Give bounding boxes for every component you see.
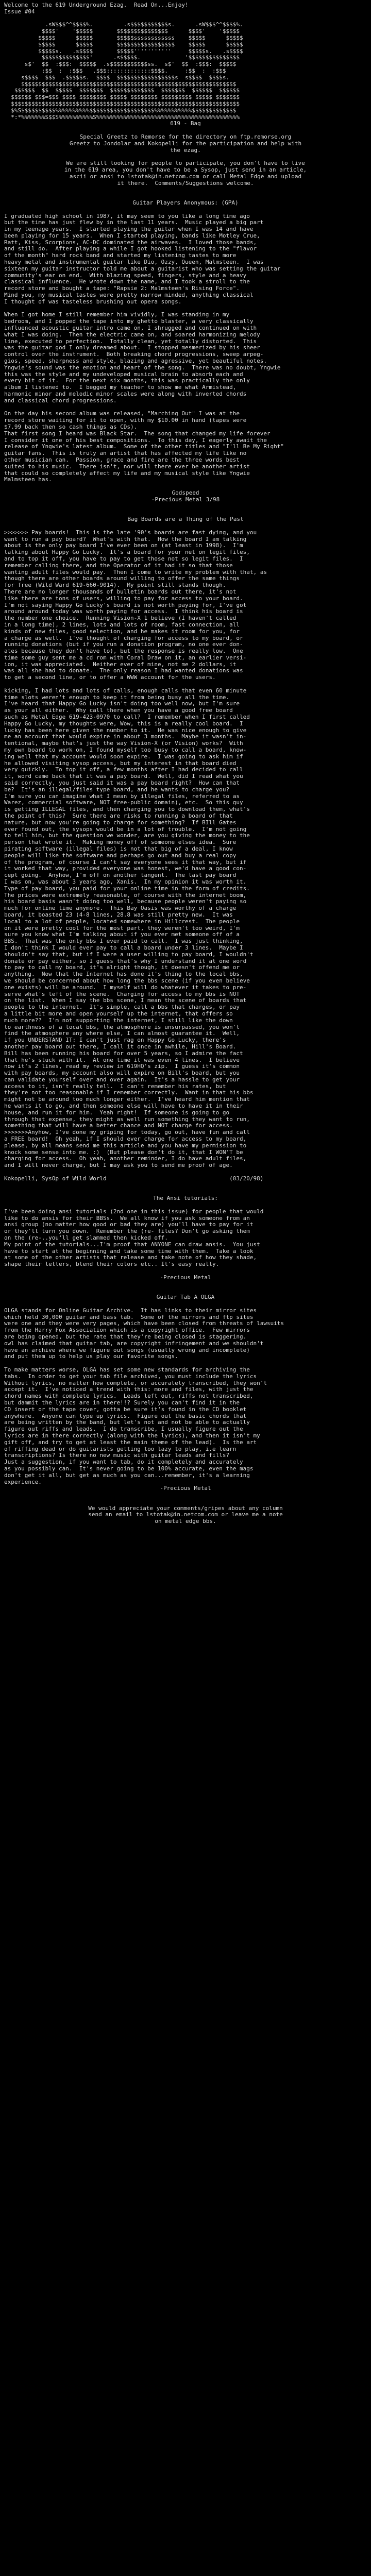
article-line: Without lyrics, no matter how complete, or accurately transcribed, they won't bbox=[4, 1380, 267, 1386]
article-line: time slots weren't enough to keep it from being busy all the time. bbox=[4, 694, 230, 701]
article-line: I consider it one of his best compositions. To this day, I eagerly await the bbox=[4, 437, 267, 444]
article-line: be? It's an illegal/files type board, and he wants to charge you? bbox=[4, 786, 230, 793]
signoff-line: Godspeed bbox=[172, 489, 199, 496]
ansi-tutorials-signoff: -Precious Metal bbox=[160, 1274, 211, 1281]
article-line: and I will never charge, but I may ask you to send me proof of age. bbox=[4, 1162, 233, 1169]
article-line: that he's stuck with it. At one time it was even 4 lines. I believe bbox=[4, 1057, 240, 1063]
article-line: they're not too reasonable if I remember correctly. Want in that his bbs bbox=[4, 1090, 254, 1096]
article-line: might not be around too much longer either. I've heard him mention that bbox=[4, 1096, 250, 1103]
article-line: running donations (but if you run a donation program, no one ever don- bbox=[4, 641, 243, 648]
greetz-line: the ezag. bbox=[170, 147, 201, 154]
article-line: talking about Happy Go Lucky. It's a board for your net on legit files, bbox=[4, 549, 250, 556]
article-line: in a long time), 2 lines, lots and lots of room, fast connection, all bbox=[4, 621, 240, 628]
logo-line: $$$$' '$$$$$ $$$$$$$$$$$$$$$ $$$$' '$$$$$ bbox=[4, 28, 240, 35]
article-line: like there are tons of users, willing to pay for access to your board. bbox=[4, 595, 243, 602]
article-line: as you possibly can. It's never going to be 100% accurate, even the mags bbox=[4, 1465, 254, 1472]
article-line: he allowed visiting sysop access, but my interest in that board died bbox=[4, 760, 237, 767]
submission-notice bbox=[4, 160, 367, 187]
article-line: are being written by the band, but let's not and not be able to actually bbox=[4, 1419, 250, 1426]
article-line: lucky has been here given the number to it. He was nice enough to give bbox=[4, 727, 247, 734]
article-line: of the program, of course I can't say everyone sees it that way, but if bbox=[4, 859, 247, 866]
article-line: lyrics are in there correctly (along with the lyrics), and then it isn't my bbox=[4, 1432, 260, 1439]
article-line: on the list. When I say the bbs scene, I mean the scene of boards that bbox=[4, 997, 247, 1004]
article-line: and classical chord progressions. bbox=[4, 397, 117, 404]
article-line: much more?? I'm not supporting the internet, I still like the down bbox=[4, 1017, 233, 1024]
article-line: as your all either. Why call there when you have a good free board bbox=[4, 707, 233, 714]
article-line: shape their letters, blend their colors etc.. It's easy really. bbox=[4, 1261, 220, 1268]
article-line: to pay to call my board, it's alright though, it doesn't offend me or bbox=[4, 964, 240, 971]
article-line: kinds of new files, good selection, and he makes it room for you, for bbox=[4, 628, 240, 635]
article-line: a little bit more and open yourself up the internet, that offers so bbox=[4, 1010, 233, 1017]
article-line: local to a lot of people, located somewhere in Hillcrest. The people bbox=[4, 918, 240, 925]
article-line: Ratt, Kiss, Scorpions, AC-DC dominated the airwaves. I loved those bands, bbox=[4, 239, 257, 246]
article-line: every bit of it. For the next six months, this was practically the only bbox=[4, 378, 250, 384]
article-line: anything. Now that the Internet has done it's thing to the local bbs, bbox=[4, 971, 243, 978]
article-line: or they'll turn you down. Remember the (re- files? Don't go asking them bbox=[4, 1228, 250, 1235]
article-line: donate or pay either, so I guess that's why I understand it at one word bbox=[4, 958, 247, 964]
article-line: gift off, and try to get at least the main theme of the lead). Is the art bbox=[4, 1439, 257, 1446]
article-line: have an archive where we figure out songs (usually wrong and incomplete) bbox=[4, 1347, 250, 1353]
submission-line: ascii or ansi to lstotak@in.netcom.com or call Metal Edge and upload bbox=[69, 173, 302, 180]
footer-line: on metal edge bbs. bbox=[155, 1518, 216, 1525]
article-line: people to the internet. It's simple, call a bbs that charges, or pay bbox=[4, 1004, 240, 1011]
submission-line: it there. Comments/Suggestions welcome. bbox=[117, 180, 254, 187]
article-line: CD insert or the tape cover, gotta be sure it's found in the CD booklet bbox=[4, 1406, 247, 1413]
article-line: control over the instrument. Both breaking chord progressions, sweep arpeg- bbox=[4, 351, 264, 358]
article-line: house, and run it for him. Yeah right! If someone is going to go bbox=[4, 1109, 230, 1116]
article-line: ion, it was appreciated. Neither ever of mine, not me 2 dollars, it bbox=[4, 661, 237, 668]
article-line: community's ear on end. With blazing speed, fingers, style and a heavy bbox=[4, 272, 247, 279]
article-line: have to start at the beginning and take some time with them. Take a look bbox=[4, 1248, 254, 1255]
special-greetz bbox=[4, 134, 367, 154]
article-line: it worked that way, provided everyone was honest, we'd have a good con- bbox=[4, 866, 247, 872]
logo-line: $$$$$$$$$$$$$$' .s$$$$$. '$$$$$$$$$$$$$$$ bbox=[4, 55, 240, 61]
article-line: I've been doing ansi tutorials (2nd one in this issue) for people that would bbox=[4, 1208, 264, 1215]
article-line: my own board to work on, I found myself too busy to call a board, know- bbox=[4, 747, 247, 754]
article-line: tabs. In order to get your tab file archived, you must include the lyrics bbox=[4, 1373, 257, 1380]
article-line: On the day his second album was released, "Marching Out" I was at the bbox=[4, 411, 240, 417]
signoff-line: -Precious Metal 3/98 bbox=[151, 496, 220, 503]
article-line: Malmsteen has. bbox=[4, 477, 52, 483]
article-line: experience. bbox=[4, 1479, 42, 1485]
article-line: of the month" hard rock band and started my listening tastes to more bbox=[4, 252, 237, 259]
article-line: his board basis wasn't doing too well, because people weren't paying so bbox=[4, 899, 247, 905]
article-line: wanting adult files would pay. Then I come to write my problem with that, as bbox=[4, 569, 267, 575]
article-line: on it were pretty cool for the most part, they weren't too weird, I'm bbox=[4, 925, 240, 931]
article-line: cept going. Anyhow, I'm off on another tangent. The last pay board bbox=[4, 872, 237, 879]
guitar-players-article bbox=[4, 213, 367, 484]
article-line: I don't think I would ever pay to call a board under 3 lines. Maybe I bbox=[4, 944, 243, 951]
article-line: BBS. That was the only bbs I ever paid to call. I was just thinking, bbox=[4, 938, 243, 945]
welcome-line: Welcome to the 619 Underground Ezag. Read On...Enjoy! bbox=[4, 2, 189, 8]
article-line: serve what's left of the scene. Charging for access to my bbs is NOT bbox=[4, 991, 240, 997]
article-line: There are no longer thousands of bulletin boards out there, it's not bbox=[4, 588, 237, 595]
guitar-tab-article bbox=[4, 1308, 367, 1486]
article-line: knock some sense into me. :) (But please don't do it, that I WON'T be bbox=[4, 1149, 243, 1156]
article-line: if you UNDERSTAND IT: I can't just rag on Happy Go Lucky, there's bbox=[4, 1037, 226, 1044]
article-line: that could so completely affect my life and my musical style like Yngwie bbox=[4, 470, 250, 477]
article-line: record store waiting for it to open, with my $10.00 in hand (tapes were bbox=[4, 417, 247, 424]
article-line: When I got home I still remember him vividly, I was standing in my bbox=[4, 312, 230, 318]
logo-line: s$' $$ :$$$: $$$$$ .s$$$$$$$$$$$ss. s$' $$ :$$$: $$$$$ bbox=[4, 61, 237, 68]
article-line: That first song I heard was Black Star. The song that changed my life forever bbox=[4, 430, 271, 437]
ansi-tutorials-heading: The Ansi tutorials: bbox=[153, 1195, 218, 1202]
guitar-tab-signoff: -Precious Metal bbox=[160, 1485, 211, 1492]
ansi-tutorials-article bbox=[4, 1209, 367, 1268]
article-line: want to run a pay board? What's with that. How the board I am talking bbox=[4, 536, 247, 543]
submission-line: in the 619 area, you don't have to be a Sysop, just send in an article, bbox=[64, 166, 307, 173]
article-line: something that will have a better chance and NOT charge for access. bbox=[4, 1123, 233, 1129]
article-line: harmonic minor and melodic minor scales were along with inverted chords bbox=[4, 391, 247, 398]
logo-line: $$$$$s. .s$$$$ $$$$$''''''''''' $$$$$s. .s$$$$ bbox=[4, 48, 243, 55]
article-line: ever found out, the sysops would be in a lot of trouble. I'm not going bbox=[4, 826, 247, 833]
article-line: chord names with complete lyrics. Leads left out, riffs not transcribed, bbox=[4, 1393, 254, 1400]
bag-boards-signoff: Kokopelli, SysOp of Wild World (03/20/98) bbox=[4, 1175, 264, 1182]
article-line: and to top it off, you have to pay to get those not so legit files. I bbox=[4, 555, 243, 562]
article-line: transcriptions? Is there no new music with guitar leads and fills? bbox=[4, 1452, 230, 1459]
article-line: $7.99 back then so cash things as CDs). bbox=[4, 424, 138, 430]
article-line: was all she had to donate. The only reason I had wanted donations was bbox=[4, 668, 243, 674]
logo-line: $%S$$$$$$$$$$%%%%%%%%%%$$$$$$$$$$$$$$$$$$$%%%%%%%%%%%$$$$$$$$$$$$$ bbox=[4, 107, 237, 114]
article-line: Happy Go Lucky, my thoughts were, Wow, this is a really cool board. I bbox=[4, 720, 243, 727]
article-line: The prices were extremely reasonable, of course with the internet boom, bbox=[4, 892, 247, 899]
article-line: anywhere. Anyone can type up lyrics. Figure out the basic chords that bbox=[4, 1413, 247, 1419]
article-line: are being opened, but the rate that they're being closed is staggering. bbox=[4, 1333, 247, 1340]
article-line: To make matters worse, OLGA has set some new standards for archiving the bbox=[4, 1366, 250, 1373]
article-line: gios, speed, sharpness and style, blazing and agressive, yet beautiful notes. bbox=[4, 358, 267, 365]
article-line: to earthness of a local bbs, the atmosphere is unsurpassed, you won't bbox=[4, 1024, 240, 1030]
article-line: >>>>>>>Anyhow, I've done my griping for today, go out, have fun and call bbox=[4, 1129, 250, 1136]
article-line: influenced acoustic guitar intro came on, I shrugged and continued on with bbox=[4, 325, 257, 332]
article-line: access to it, isn't really tell. I can't remember his rates, but bbox=[4, 1083, 226, 1090]
article-line: it, word came back that it was a pay board. Well, did I read what you bbox=[4, 773, 243, 780]
submission-line: We are still looking for people to participate, you don't have to live bbox=[66, 160, 305, 167]
article-line: through that expense, they might as well run something they want to run, bbox=[4, 1116, 250, 1123]
article-line: ansi group (no matter how good or bad they are) you'll have to pay for it bbox=[4, 1222, 254, 1228]
article-line: the point of this? Sure there are risks to running a board of that bbox=[4, 813, 233, 820]
article-line: me an account that would expire in about 3 months. Maybe it wasn't in- bbox=[4, 734, 247, 740]
article-line: album I listened to. I begged my teacher to show me what Armistead, bbox=[4, 384, 237, 391]
article-line: to tell him, but the question we wonder, are you giving the money to the bbox=[4, 833, 250, 839]
article-line: he wants it to go, and then someone else will have to have it in their bbox=[4, 1103, 243, 1110]
article-line: bedroom, and I popped the tape into my ghetto blaster, a very classically bbox=[4, 318, 254, 325]
article-line: charging for access. Oh yeah, another reminder, I do have adult files, bbox=[4, 1156, 247, 1162]
article-line: time some guy sent me a cd rom with Coral Draw on it, an earlier versi- bbox=[4, 654, 247, 661]
article-line: suited to his music. There isn't, nor will there ever be another artist bbox=[4, 463, 250, 470]
logo-line: $$$$$$ $$$=$$$ $$$$ $$$$$$$$ $$$$$ $$$$$$$$ $$$$$$$$$ $$$$$ $$$$$$$ bbox=[4, 94, 240, 101]
article-line: kicking, I had lots and lots of calls, enough calls that even 60 minute bbox=[4, 687, 247, 694]
article-line: remember calling there, and the Operator of it had it so that those bbox=[4, 562, 233, 569]
article-line: though there are other boards around willing to offer the same things bbox=[4, 575, 240, 582]
logo-line: $$$$$ $$$$$ $$$$$ssssssssssss $$$$$ $$$$$ bbox=[4, 35, 243, 41]
ascii-logo bbox=[4, 22, 367, 121]
article-line: were one and they were very pages, which have been closed from threats of lawsuits bbox=[4, 1320, 284, 1327]
article-line: record store and bought a tape: "Rapsie 2: Malmsteen's Rising Force". bbox=[4, 285, 240, 292]
article-line: what I was doing. Then the electric came on, and soared harmonizing melody bbox=[4, 331, 260, 338]
article-line: Yngwie's sound was the emotion and heart of the song. There was no doubt, Yngwie bbox=[4, 364, 281, 371]
article-line: I'm not saying Happy Go Lucky's board is not worth paying for, I've got bbox=[4, 602, 247, 608]
article-line: from the Harry Fox Association which is a copyright office. Few mirrors bbox=[4, 1327, 250, 1334]
article-line: sixteen my guitar instructor told me about a guitarist who was setting the guitar bbox=[4, 265, 281, 272]
article-line: classical influence. He wrote down the name, and I took a stroll to the bbox=[4, 279, 250, 285]
article-line: owl has claimed that guitar tab, are copyright infringement and we shouldn't bbox=[4, 1340, 264, 1347]
article-line: Just a suggestion, if you want to tab, do it completely and accurately bbox=[4, 1459, 243, 1466]
article-line: tentional, maybe that's just the way Vision-X (or Vision) works? With bbox=[4, 740, 243, 747]
footer-line: send an email to lstotak@in.netcom.com or leave me a note bbox=[88, 1512, 283, 1518]
article-line: such as Metal Edge 619-423-0970 to call? I remember when I first called bbox=[4, 714, 250, 721]
article-line: ates because they don't have to), but the response is really low. One bbox=[4, 648, 243, 655]
article-line: heavy metal and instrumental guitar like Dio, Ozzy, Queen, Malmsteen. I was bbox=[4, 259, 264, 266]
article-line: line, executed to perfection. Totally clean, yet totally distorted. This bbox=[4, 338, 257, 345]
article-line: with pay boards, my account also will expire on Bill's board, but you bbox=[4, 1070, 240, 1077]
article-line: I'm sure you can imagine what I mean by illegal files, referred to as bbox=[4, 793, 240, 800]
article-line: was the guitar god I only dreamed about. I stopped mesmerized by his sheer bbox=[4, 345, 260, 351]
bag-boards-article bbox=[4, 530, 367, 1169]
article-line: shouldn't say that, but if I were a user willing to pay board, I wouldn't bbox=[4, 951, 254, 958]
article-line: find the atmosphere any where else, I can almost guarantee it. Well, bbox=[4, 1030, 240, 1037]
article-line: people will like the software and perhaps go out and buy a real copy bbox=[4, 852, 237, 859]
logo-line: *:*%%%%%%%S$$S%%%%%%%%%%S%%%%%%%%%%%%%%%%%%%%%%%%%%%%%%%%%%%%%%%%%% bbox=[4, 114, 240, 121]
article-line: and still do. After playing a while I got hooked listening to the "flavor bbox=[4, 246, 257, 252]
logo-line: $$$$$$$$$$$$$$$$$$$$$$$$$$$$$$$$$$$$$$$$$$$$$$$$$$$$$$$$$$$$$$$$$$$ bbox=[4, 100, 240, 107]
logo-line: $$$$$$$$$$$$$$$$$$$$$$$$$$$$$$$$$$$$$$$$$$$$$$$$$$$$$$$$$$$$$$$ bbox=[4, 81, 237, 88]
article-line: person that wrote it. Making money off of someone elses idea. Sure bbox=[4, 839, 237, 846]
logo-line: s$$$$ $$$ .$$$$$s. $$$$ $$$$$$$$$$$$$$$$$s s$$$$ $$$$s. bbox=[4, 74, 230, 81]
article-line: figure out riffs and leads. I do transcribe, I usually figure out the bbox=[4, 1426, 243, 1433]
ezag-header bbox=[4, 2, 367, 15]
article-line: Bill has been running his board for over 5 years, so I admire the fact bbox=[4, 1050, 243, 1057]
article-line: guitar fans. This is truly an artist that has affected my life like no bbox=[4, 450, 247, 457]
article-line: said correctly, you just said it was a pay board right? How can that bbox=[4, 780, 240, 787]
bag-boards-heading: Bag Boards are a Thing of the Past bbox=[127, 516, 244, 523]
logo-line: .sW$$$^^$$$$%. .s$$$$$$$$$$$s. .sW$$$^^$$$$%. bbox=[4, 22, 243, 28]
article-line: is getting ILLEGAL files, and then charging you to download them, what's bbox=[4, 806, 250, 813]
guitar-players-heading: Guitar Players Anonymous: (GPA) bbox=[132, 199, 239, 206]
greetz-line: Special Greetz to Remorse for the directory on ftp.remorse.org bbox=[79, 133, 292, 140]
article-line: >>>>>>> Pay boards! This is the late '90's boards are fast dying, and you bbox=[4, 529, 257, 536]
article-line: please, by all means send me this article and you have my permission to bbox=[4, 1142, 247, 1149]
article-line: to get a second line, or to offer a WWW account for the users. bbox=[4, 674, 216, 681]
article-line: in my teenage years. I started playing the guitar when I was 14 and have bbox=[4, 226, 254, 233]
greetz-line: Greetz to Jondolar and Kokopelli for the participation and help with bbox=[69, 140, 302, 147]
article-line: the number one choice. Running Vision-X 1 believe (I haven't called bbox=[4, 615, 237, 622]
article-line: around around today was worth paying for access. I think his board is bbox=[4, 608, 243, 615]
article-line: at some of the other artists that release and take note of how they shade, bbox=[4, 1255, 257, 1261]
article-line: accept it. I've noticed a trend with this: more and files, with just the bbox=[4, 1386, 254, 1393]
issue-number: Issue #04 bbox=[4, 8, 35, 15]
article-line: now it's 2 lines, read my review in 619HQ's zip. I guess it's common bbox=[4, 1063, 240, 1070]
article-line: a FREE board! Oh yeah, if I should ever charge for access to my board, bbox=[4, 1136, 247, 1143]
footer-line: We would appreciate your comments/gripes about any column bbox=[88, 1505, 283, 1512]
article-line: Warez, commercial software, NOT free-public domain), etc. So this guy bbox=[4, 800, 243, 806]
article-line: other musician can. Passion, grace and fire are the three words best bbox=[4, 456, 240, 463]
article-line: pirating software (illegal files) is not that big of a deal, I know bbox=[4, 846, 233, 852]
article-line: I thought of was tasteless brushing out opera songs. bbox=[4, 298, 182, 305]
article-line: like to do ansis for their BBSs. We all know if you ask someone from an bbox=[4, 1215, 250, 1222]
article-line: on the (re-..you'll get slammed then kicked off. bbox=[4, 1235, 168, 1242]
article-line: and put them up to help us play our favorite songs. bbox=[4, 1353, 178, 1360]
footer-notice bbox=[4, 1505, 367, 1525]
article-line: OLGA stands for Online Guitar Archive. It has links to their mirror sites bbox=[4, 1307, 257, 1314]
article-line: another pay board out there, I call it once in awhile, Hill's Board. bbox=[4, 1043, 237, 1050]
article-line: My point of the tutorials...I'm proof that ANYONE can draw ansis. You just bbox=[4, 1241, 260, 1248]
article-line: one exists) will be around. I myself will do whatever it takes to pre- bbox=[4, 984, 247, 991]
article-line: nature, but now you're going to charge for something? If BIll Gates bbox=[4, 819, 237, 826]
guitar-players-signoff bbox=[4, 490, 367, 503]
logo-line: $$$$$$ $$ $$$$$ $$$$$$$ $$$$$$$$$$$$$ $$$$$$$ $$$$$$ $$$$$$ bbox=[4, 88, 240, 94]
article-line: which held 30,000 guitar and bass tab. Some of the mirrors and ftp sites bbox=[4, 1314, 254, 1320]
article-line: of riffing dead or do guitarists getting too lazy to play, i.e learn bbox=[4, 1446, 237, 1452]
article-line: this was the style and my undeveloped musical brain to absorb each and bbox=[4, 371, 243, 378]
article-line: release of Yngwie's latest album. Some of the other titles and "I'll Be My Right" bbox=[4, 444, 284, 450]
logo-line: $$$$$ $$$$$ $$$$$$$$$$$$$$$$$ $$$$$ $$$$$ bbox=[4, 41, 243, 48]
article-line: sure you know what I'm talking about if you ever met someone off of a bbox=[4, 931, 240, 938]
article-line: can validate yourself over and over again. It's a hassle to get your bbox=[4, 1076, 240, 1083]
article-line: we should be concerned about how long the bbs scene (if you even believe bbox=[4, 977, 250, 984]
article-line: ing well that my account would soon expire. I was going to ask him if bbox=[4, 753, 243, 760]
article-line: I graduated high school in 1987, it may seem to you like a long time ago bbox=[4, 213, 250, 219]
article-line: but dammit the lyrics are in there!!? Surely you can't find it in the bbox=[4, 1399, 240, 1406]
article-line: don't get it all, but get as much as you can...remember, it's a learning bbox=[4, 1472, 250, 1479]
article-line: I've heard that Happy Go Lucky isn't doing too well now, but I'm sure bbox=[4, 701, 240, 707]
logo-line: :$$ : :$$$ .$$$:::::::::::::$$$$. :$$ : :$$$ bbox=[4, 67, 226, 74]
article-line: very quickly. To top it off, a few months after I had decided to call bbox=[4, 767, 243, 773]
article-line: but the time has just flew by in the last 11 years. Music played a big part bbox=[4, 219, 264, 226]
article-line: Mind you, my musical tastes were pretty narrow minded, anything classical bbox=[4, 292, 254, 299]
article-line: been playing for 15 years. When I started playing, bands like Motley Crue, bbox=[4, 232, 260, 239]
guitar-tab-heading: Guitar Tab A OLGA bbox=[156, 1294, 215, 1301]
article-line: board, it boasted 23 (4-8 lines, 28.8 was still pretty new. It was bbox=[4, 911, 233, 918]
section-title-619-bag: 619 - Bag bbox=[170, 121, 201, 127]
article-line: about is the only pay board I've ever been on (at least in 1998). I'm bbox=[4, 543, 243, 549]
article-line: Type of pay board, you paid for your online time in the form of credits. bbox=[4, 885, 250, 892]
article-line: a charge as well. I've thought of charging for access to my board, or bbox=[4, 635, 243, 641]
article-line: I was on, was about 3 years ago, Xanis. In my opinion it was worth it. bbox=[4, 878, 247, 885]
article-line: much for online time anymore. This Bay Oasis was worthy of a charge bbox=[4, 905, 237, 912]
article-line: for free (Wild Ward 619-660-9014). My point still stands though. bbox=[4, 582, 226, 589]
